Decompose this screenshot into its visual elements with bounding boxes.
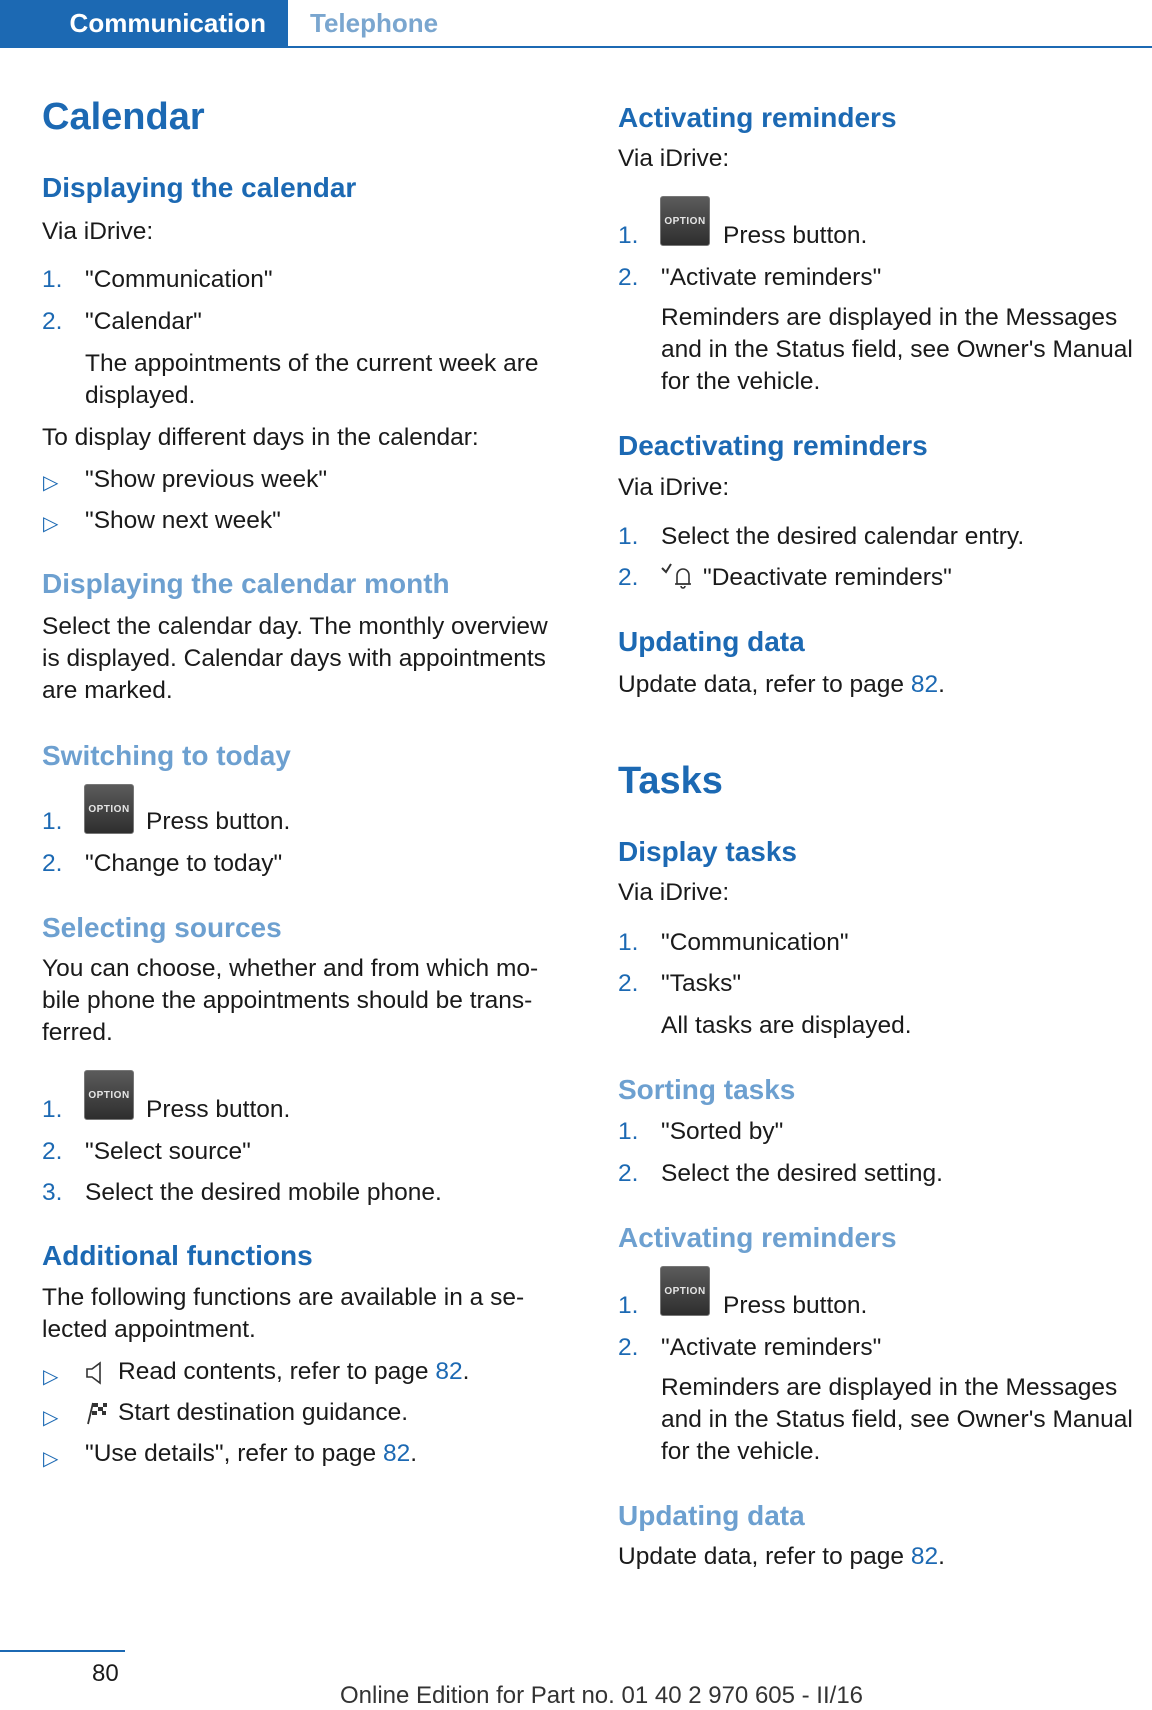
step-number: 2. — [42, 850, 63, 877]
paragraph-line: Select the calendar day. The monthly overview — [42, 613, 548, 640]
speaker-icon — [84, 1360, 110, 1386]
step-text: "Sorted by" — [661, 1118, 784, 1145]
display-tasks-heading: Display tasks — [618, 836, 797, 867]
calendar-month-heading: Displaying the calendar month — [42, 568, 450, 599]
page-number: 80 — [92, 1660, 119, 1687]
bullet-text: Read contents, refer to page 82. — [118, 1358, 470, 1385]
step-text: Select the desired calendar entry. — [661, 523, 1025, 550]
selecting-sources-heading: Selecting sources — [42, 912, 282, 943]
step-text: Press button. — [723, 222, 868, 249]
via-idrive-label: Via iDrive: — [618, 145, 730, 172]
paragraph-line: The following functions are available in a se- — [42, 1284, 525, 1311]
page-link[interactable]: 82 — [382, 1440, 411, 1467]
page-link[interactable]: 82 — [435, 1358, 463, 1385]
bullet-arrow-icon: ▷ — [43, 1448, 59, 1470]
displaying-calendar-heading: Displaying the calendar — [42, 172, 357, 203]
step-note: Reminders are displayed in the Messages — [661, 1374, 1118, 1401]
step-text: "Calendar" — [85, 308, 202, 335]
step-note: and in the Status field, see Owner's Manual — [661, 336, 1133, 363]
updating-data-heading: Updating data — [618, 1500, 805, 1531]
step-number: 1. — [42, 1096, 63, 1123]
bullet-arrow-icon: ▷ — [43, 1366, 59, 1388]
step-number: 2. — [618, 264, 639, 291]
bullet-arrow-icon: ▷ — [43, 472, 59, 494]
bullet-arrow-icon: ▷ — [43, 513, 59, 535]
step-number: 2. — [618, 970, 639, 997]
paragraph-line: is displayed. Calendar days with appointments — [42, 645, 546, 672]
bell-off-icon — [660, 562, 696, 590]
paragraph-line: lected appointment. — [42, 1316, 256, 1343]
option-button-icon: OPTION — [660, 196, 710, 246]
activating-reminders-heading: Activating reminders — [618, 102, 897, 133]
via-idrive-label: Via iDrive: — [618, 879, 730, 906]
paragraph-line: ferred. — [42, 1019, 113, 1046]
step-number: 2. — [618, 1160, 639, 1187]
bullet-arrow-icon: ▷ — [43, 1407, 59, 1429]
step-number: 1. — [618, 523, 639, 550]
edition-text: Online Edition for Part no. 01 40 2 970 605 - II/16 — [340, 1682, 864, 1709]
bullet-text: "Show previous week" — [85, 466, 328, 493]
switching-today-heading: Switching to today — [42, 740, 291, 771]
via-idrive-label: Via iDrive: — [42, 218, 154, 245]
footer-divider — [0, 1650, 125, 1652]
step-note: The appointments of the current week are — [85, 350, 539, 377]
step-note: displayed. — [85, 382, 196, 409]
step-text: "Activate reminders" — [661, 264, 882, 291]
step-note: All tasks are displayed. — [661, 1012, 912, 1039]
step-text: "Change to today" — [85, 850, 283, 877]
updating-data-heading: Updating data — [618, 626, 805, 657]
step-text: Press button. — [146, 1096, 291, 1123]
step-number: 1. — [42, 808, 63, 835]
bullet-text: "Show next week" — [85, 507, 281, 534]
step-number: 2. — [618, 1334, 639, 1361]
option-button-icon: OPTION — [660, 1266, 710, 1316]
step-number: 1. — [618, 1292, 639, 1319]
step-note: Reminders are displayed in the Messages — [661, 304, 1118, 331]
paragraph-line: bile phone the appointments should be trans- — [42, 987, 533, 1014]
step-number: 2. — [42, 1138, 63, 1165]
option-button-icon: OPTION — [84, 1070, 134, 1120]
sorting-tasks-heading: Sorting tasks — [618, 1074, 796, 1105]
page-link[interactable]: 82 — [910, 671, 939, 698]
step-number: 1. — [618, 222, 639, 249]
step-number: 1. — [42, 266, 63, 293]
step-note: for the vehicle. — [661, 368, 821, 395]
step-number: 3. — [42, 1179, 63, 1206]
tab-telephone[interactable]: Telephone — [310, 8, 439, 38]
calendar-title: Calendar — [42, 96, 205, 138]
paragraph-line: are marked. — [42, 677, 173, 704]
step-text: "Deactivate reminders" — [703, 564, 952, 591]
header-bar — [0, 0, 1152, 48]
update-data-text: Update data, refer to page 82. — [618, 671, 945, 698]
step-number: 1. — [618, 1118, 639, 1145]
bullet-text: "Use details", refer to page 82. — [85, 1440, 418, 1467]
step-number: 2. — [618, 564, 639, 591]
additional-functions-heading: Additional functions — [42, 1240, 313, 1271]
step-text: "Tasks" — [661, 970, 742, 997]
tasks-title: Tasks — [618, 760, 723, 802]
step-number: 2. — [42, 308, 63, 335]
bullet-text: Start destination guidance. — [118, 1399, 409, 1426]
page-link[interactable]: 82 — [910, 1543, 939, 1570]
paragraph-line: You can choose, whether and from which mo- — [42, 955, 539, 982]
tab-communication[interactable]: Communication — [0, 0, 288, 47]
step-note: for the vehicle. — [661, 1438, 821, 1465]
deactivating-reminders-heading: Deactivating reminders — [618, 430, 928, 461]
step-text: "Communication" — [661, 929, 849, 956]
step-text: Select the desired mobile phone. — [85, 1179, 442, 1206]
option-button-icon: OPTION — [84, 784, 134, 834]
step-text: "Select source" — [85, 1138, 251, 1165]
display-days-intro: To display different days in the calendar: — [42, 424, 479, 451]
step-note: and in the Status field, see Owner's Manual — [661, 1406, 1133, 1433]
activating-reminders-heading: Activating reminders — [618, 1222, 897, 1253]
step-text: Select the desired setting. — [661, 1160, 943, 1187]
checkered-flag-icon — [84, 1400, 110, 1426]
update-data-text: Update data, refer to page 82. — [618, 1543, 945, 1570]
step-text: "Activate reminders" — [661, 1334, 882, 1361]
step-text: Press button. — [146, 808, 291, 835]
header-divider — [0, 46, 1152, 48]
step-number: 1. — [618, 929, 639, 956]
via-idrive-label: Via iDrive: — [618, 474, 730, 501]
step-text: Press button. — [723, 1292, 868, 1319]
step-text: "Communication" — [85, 266, 273, 293]
